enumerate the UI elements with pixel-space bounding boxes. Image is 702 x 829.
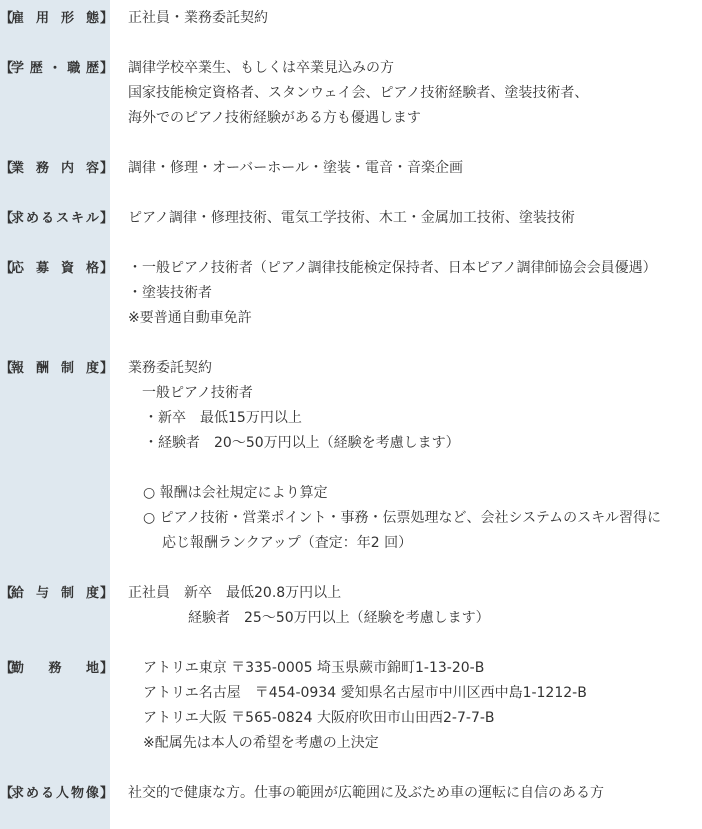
content-line: 調律学校卒業生、もしくは卒業見込みの方 — [128, 60, 394, 76]
content-line: アトリエ東京 〒335-0005 埼玉県蕨市錦町1-13-20-B — [143, 660, 485, 676]
content-line: 一般ピアノ技術者 — [142, 385, 253, 401]
content-line: 正社員 新卒 最低20.8万円以上 — [128, 585, 342, 601]
row-label: 【 勤 務 地 】 — [0, 656, 110, 681]
row-label: 【 求 め る 人 物 像 】 — [0, 781, 110, 806]
content-line: ○ ピアノ技術・営業ポイント・事務・伝票処理など、会社システムのスキル習得に — [143, 510, 662, 526]
row-label: 【 雇 用 形 態 】 — [0, 6, 110, 31]
content-line: 応じ報酬ランクアップ（査定：年2 回） — [162, 535, 413, 551]
label-text-required-skills: 求 め る ス キ ル — [11, 211, 99, 226]
content-line: 経験者 25〜50万円以上（経験を考慮します） — [188, 610, 490, 626]
content-line: アトリエ大阪 〒565-0824 大阪府吹田市山田西2-7-7-B — [143, 710, 495, 726]
content-line: 国家技能検定資格者、スタンウェイ会、ピアノ技術経験者、塗装技術者、 — [128, 85, 589, 101]
row-label: 【 業 務 内 容 】 — [0, 156, 110, 181]
content-line: ・一般ピアノ技術者（ピアノ調律技能検定保持者、日本ピアノ調律師協会会員優遇） — [128, 260, 657, 276]
label-text-qualifications: 応 募 資 格 — [11, 261, 99, 276]
label-text-education-career: 学 歴 ・ 職 歴 — [11, 61, 99, 76]
row-label: 【 給 与 制 度 】 — [0, 581, 110, 606]
content-line: ※配属先は本人の希望を考慮の上決定 — [143, 735, 379, 751]
row-label: 【 求 め る ス キ ル 】 — [0, 206, 110, 231]
content-line: ・新卒 最低15万円以上 — [144, 410, 302, 426]
label-text-salary: 給 与 制 度 — [11, 586, 99, 601]
content-line: ・経験者 20〜50万円以上（経験を考慮します） — [144, 435, 460, 451]
content-line: 業務委託契約 — [128, 360, 212, 376]
row-label: 【 応 募 資 格 】 — [0, 256, 110, 281]
row-label: 【 報 酬 制 度 】 — [0, 356, 110, 381]
content-line: 海外でのピアノ技術経験がある方も優遇します — [128, 110, 421, 126]
label-text-employment-type: 雇 用 形 態 — [11, 11, 99, 26]
content-line: アトリエ名古屋 〒454-0934 愛知県名古屋市中川区西中島1-1212-B — [143, 685, 587, 701]
label-text-ideal-candidate: 求 め る 人 物 像 — [11, 786, 99, 801]
label-text-work-location: 勤 務 地 — [11, 661, 99, 676]
content-line: 正社員・業務委託契約 — [128, 10, 268, 26]
content-line: ※要普通自動車免許 — [128, 310, 252, 326]
spacer — [128, 456, 702, 481]
content-line: ・塗装技術者 — [128, 285, 212, 301]
label-column — [0, 0, 110, 829]
label-text-compensation: 報 酬 制 度 — [11, 361, 99, 376]
content-line: 社交的で健康な方。仕事の範囲が広範囲に及ぶため車の運転に自信のある方 — [128, 785, 604, 801]
label-text-job-description: 業 務 内 容 — [11, 161, 99, 176]
row-label: 【 学 歴 ・ 職 歴 】 — [0, 56, 110, 81]
content-line: 調律・修理・オーバーホール・塗装・電音・音楽企画 — [128, 160, 464, 176]
content-line: ピアノ調律・修理技術、電気工学技術、木工・金属加工技術、塗装技術 — [128, 210, 575, 226]
content-line: ○ 報酬は会社規定により算定 — [143, 485, 328, 501]
